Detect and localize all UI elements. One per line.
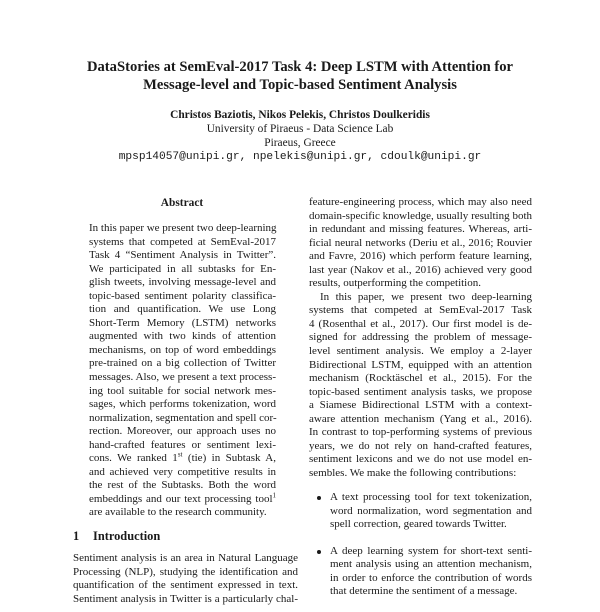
bullet-line: spell correction, geared towards Twitter. bbox=[330, 518, 507, 531]
right-para2-line: 4 (Rosenthal et al., 2017). Our first model is de- bbox=[309, 317, 532, 330]
abstract-line: pre-trained on a big collection of Twitter bbox=[89, 357, 276, 370]
contribution-item bbox=[309, 545, 532, 599]
abstract-line: Task 4 “Sentiment Analysis in Twitter”. bbox=[89, 249, 276, 262]
title-line-2: Message-level and Topic-based Sentiment Analysis bbox=[143, 76, 457, 93]
bullet-line: word normalization, word segmentation and bbox=[330, 504, 532, 517]
paper-title bbox=[40, 59, 560, 94]
right-para2-line: systems that competed at SemEval-2017 Task bbox=[309, 304, 532, 317]
abstract-line: normalization, segmentation and spell cor- bbox=[89, 411, 277, 424]
right-para2-line: mechanism (Rocktäschel et al., 2015). For the bbox=[309, 372, 532, 385]
intro-line: quantification of the sentiment expressed in text. bbox=[73, 579, 298, 592]
right-para1-line: in redundant and missing features. Whereas, arti- bbox=[309, 223, 532, 236]
section-heading-introduction bbox=[73, 529, 160, 544]
bullet-line: ment analysis using an attention mechanism, bbox=[330, 558, 532, 571]
abstract-line: We participated in all subtasks for En- bbox=[89, 262, 276, 275]
affiliation: University of Piraeus - Data Science Lab bbox=[206, 122, 394, 135]
abstract-footnote-line bbox=[89, 493, 276, 507]
abstract-line: are available to the research community. bbox=[89, 506, 267, 519]
bullet-line: A deep learning system for short-text senti- bbox=[330, 544, 532, 557]
bullet-icon bbox=[317, 550, 321, 554]
bullet-line: that determine the sentiment of a message. bbox=[330, 585, 518, 598]
section-number: 1 bbox=[73, 529, 80, 543]
abstract-line: messages. Also, we present a text process- bbox=[89, 371, 276, 384]
abstract-line: hand-crafted features or sentiment lexi- bbox=[89, 438, 276, 451]
author-names: Christos Baziotis, Nikos Pelekis, Christos Doulkeridis bbox=[170, 109, 430, 121]
abstract-rank-line bbox=[89, 452, 276, 466]
abstract-line: In this paper we present two deep-learning bbox=[89, 222, 277, 234]
right-para2-line: level sentiment analysis. We employ a 2-layer bbox=[309, 345, 532, 358]
intro-line: Sentiment analysis is an area in Natural Language bbox=[73, 552, 298, 564]
right-para2-line: sentiment lexicons and we do not use model en- bbox=[309, 453, 532, 466]
rank-superscript: st bbox=[177, 450, 183, 459]
abstract-line: ing tool suitable for social network mes- bbox=[89, 384, 276, 397]
bullet-icon bbox=[317, 496, 321, 500]
rank-tail: (tie) in Subtask A, bbox=[182, 452, 276, 465]
author-block bbox=[40, 109, 560, 165]
abstract-line: the rest of the Subtasks. Both the word bbox=[89, 479, 276, 492]
abstract-line: rection. Moreover, our approach uses no bbox=[89, 425, 276, 438]
footnote-line-text: embeddings and our text processing tool bbox=[89, 492, 273, 505]
abstract-line: Short-Term Memory (LSTM) networks bbox=[89, 316, 276, 329]
right-para2-line: a Siamese Bidirectional LSTM with a context- bbox=[309, 399, 532, 412]
right-para2-line: aware attention mechanism (Yang et al., 2016). bbox=[309, 412, 532, 425]
abstract-body bbox=[89, 222, 276, 520]
abstract-line: systems that competed at SemEval-2017 bbox=[89, 235, 276, 248]
right-para2-line: years, we do not rely on hand-crafted features, bbox=[309, 439, 532, 452]
abstract-line: glish tweets, involving message-level and bbox=[89, 276, 276, 289]
contributions-list bbox=[309, 491, 532, 612]
section-title: Introduction bbox=[93, 529, 161, 543]
right-column bbox=[309, 196, 532, 480]
intro-line: Sentiment analysis in Twitter is a particularly chal- bbox=[73, 592, 298, 605]
abstract-line: sages, which performs tokenization, word bbox=[89, 398, 276, 411]
right-para2-line: topic-based sentiment analysis tasks, we propose bbox=[309, 385, 532, 398]
bullet-line: A text processing tool for text tokenization, bbox=[330, 491, 532, 503]
footnote-marker[interactable]: 1 bbox=[272, 491, 276, 500]
abstract-heading: Abstract bbox=[160, 197, 204, 209]
right-para2-line: In this paper, we present two deep-learning bbox=[320, 290, 532, 303]
right-para1-line: ficial neural networks (Deriu et al., 2016; Rouvier bbox=[309, 236, 532, 249]
contribution-item bbox=[309, 491, 532, 532]
right-para2-line: In contrast to top-performing systems of previous bbox=[309, 426, 532, 439]
rank-text: cons. We ranked 1 bbox=[89, 452, 178, 465]
abstract-line: topic-based sentiment polarity classifica- bbox=[89, 289, 276, 302]
author-emails: mpsp14057@unipi.gr, npelekis@unipi.gr, cdoulk@unipi.gr bbox=[118, 150, 482, 163]
location: Piraeus, Greece bbox=[264, 136, 336, 149]
right-para2-line: Bidirectional LSTM, equipped with an attention bbox=[309, 358, 532, 371]
title-line-1: DataStories at SemEval-2017 Task 4: Deep LSTM with Attention for bbox=[86, 59, 514, 75]
abstract-line: and achieved very competitive results in bbox=[89, 465, 276, 478]
right-para1-line: and Favre, 2016) which perform feature learning, bbox=[309, 250, 532, 263]
abstract-line: tion and quantification. We use Long bbox=[89, 303, 276, 316]
right-para1-line: feature-engineering process, which may also need bbox=[309, 196, 532, 208]
right-para1-line: last year (Nakov et al., 2016) achieved very good bbox=[309, 263, 532, 276]
intro-line: Processing (NLP), studying the identification and bbox=[73, 565, 298, 578]
right-para2-line: sembles. We make the following contributions: bbox=[309, 466, 517, 479]
abstract-line: augmented with two kinds of attention bbox=[89, 330, 276, 343]
right-para1-line: results, outperforming the competition. bbox=[309, 277, 481, 290]
bullet-line: in order to enforce the contribution of words bbox=[330, 571, 532, 584]
introduction-body bbox=[73, 552, 298, 606]
abstract-line: mechanisms, on top of word embeddings bbox=[89, 343, 276, 356]
right-para2-line: signed for addressing the problem of message- bbox=[309, 331, 532, 344]
right-para1-line: domain-specific knowledge, usually resulting both bbox=[309, 209, 532, 222]
